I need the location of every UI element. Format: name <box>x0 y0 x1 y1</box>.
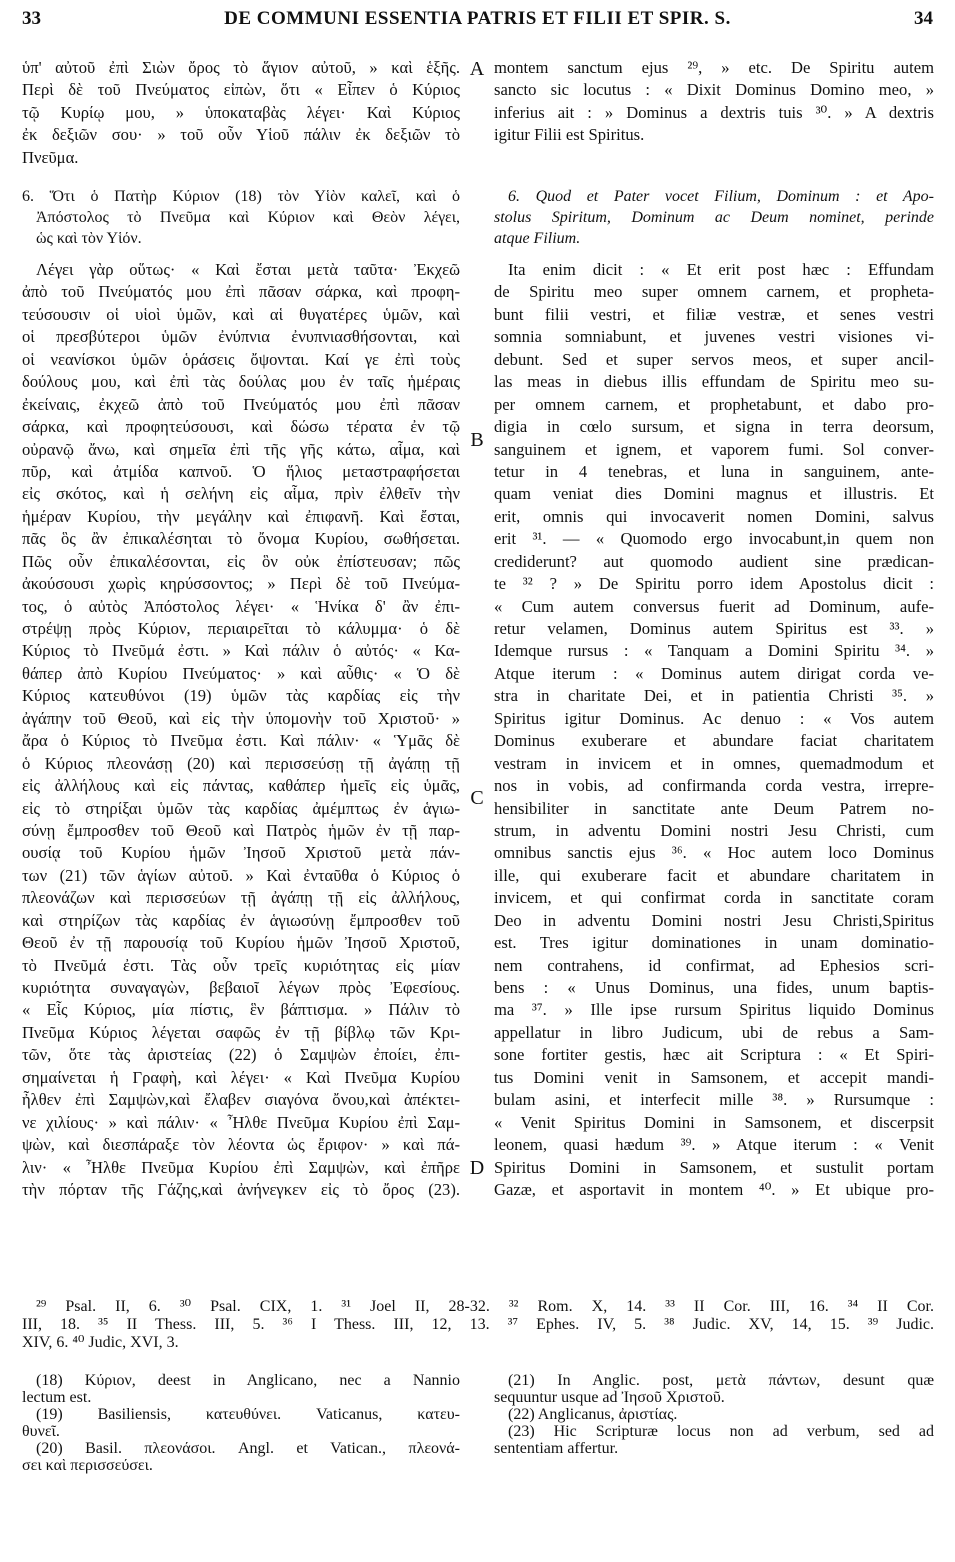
greek-body-line: ἦλθεν ἐπὶ Σαμψὼν,καὶ ἔλαβεν σιαγόνα ὄνου,καὶ ἀπέκτει- <box>22 1090 460 1110</box>
latin-body-line: Dominus exuberare et abundare faciat charitatem <box>494 731 934 751</box>
latin-body-line: « Cum autem conversus fuerit ad Dominum, aufe- <box>494 596 934 616</box>
latin-body-line: Spiritus igitur Dominus. Ac denuo : « Vos autem <box>494 708 934 728</box>
latin-body-line: bulam asini, et interfecit mille ³⁸. » Rursumque : <box>494 1090 934 1110</box>
latin-body-line: vestram in invicem et in omnes, quemadmodum et <box>494 753 934 773</box>
note-line: sequuntur usque ad Ἰησοῦ Χριστοῦ. <box>494 1389 725 1406</box>
greek-body-line: ἄρα ὁ Κύριος τὸ Πνεῦμα ἐστι. Καὶ πάλιν· « Ὑμᾶς δὲ <box>22 731 460 751</box>
greek-intro-line: ὑπ' αὐτοῦ ἐπὶ Σιὼν ὄρος τὸ ἅγιον αὐτοῦ, » καὶ ἑξῆς. <box>22 58 460 77</box>
greek-body-line: θάπερ ἀπὸ Κυρίου Πνεύματος· » καὶ αὖθις· « Ὁ δὲ <box>22 663 460 683</box>
greek-body-line: ἀκούσουσι χωρὶς κηρύσσοντος; » Περὶ δὲ τοῦ Πνεύμα- <box>22 574 460 594</box>
greek-intro-line: τῷ Κυρίῳ μου, » ὑποκαταβὰς λέγει· Καὶ Κύριος <box>22 102 460 122</box>
latin-body-line: erit, omnis qui invocaverit nomen Domini, salvus <box>494 506 934 526</box>
page-number-left: 33 <box>22 8 41 29</box>
latin-body-line: nos in vobis, ad confirmanda corda vestra, irrepre- <box>494 776 934 796</box>
latin-body-line: te ³² ? » De Spiritu porro idem Apostolus dicit : <box>494 574 934 594</box>
note-line: θυνεῖ. <box>22 1423 60 1440</box>
greek-intro-line: ἐκ δεξιῶν σου· » τοῦ οὖν Υἱοῦ πάλιν ἐκ δεξιῶν τὸ <box>22 125 460 145</box>
latin-body-line: quam veniat dies Domini magnus et illustris. Et <box>494 484 934 504</box>
note-line: lectum est. <box>22 1389 92 1406</box>
greek-intro <box>22 57 460 169</box>
greek-body-line: Λέγει γὰρ οὕτως· « Καὶ ἔσται μετὰ ταῦτα· Ἐκχεῶ <box>36 260 460 279</box>
latin-body-line: sanguinem et ignem, et vaporem fumi. Sol conver- <box>494 439 934 459</box>
latin-body-line: hensibiliter in sanctitate ante Deum Patrem no- <box>494 798 934 818</box>
latin-body-line: « Venit Spiritus Domini in Samsonem, et discerpsit <box>494 1112 934 1132</box>
page-number-right: 34 <box>914 8 933 29</box>
greek-body-line: πλεονάζων καὶ περισσεύων τῇ ἀγάπῃ τῇ εἰς ἀλλήλους, <box>22 888 460 908</box>
greek-body-line: Κύριος κατευθύνοι (19) ὑμῶν τὰς καρδίας εἰς τὴν <box>22 686 460 706</box>
latin-body-line: tetur in 4 tenebras, et luna in sanguinem, ante- <box>494 461 934 481</box>
note-line: σει καὶ περισσεύσει. <box>22 1457 153 1474</box>
running-header <box>22 8 933 38</box>
greek-body-line: « Εἷς Κύριος, μία πίστις, ἓν βάπτισμα. » Πάλιν τὸ <box>22 1000 460 1020</box>
greek-body-line: ἐκείναις, ἐκχεῶ ἀπὸ τοῦ Πνεύματός μου ἐπὶ πᾶσαν <box>22 394 460 414</box>
greek-body-line: σάρκα, καὶ προφητεύσουσι, καὶ δώσω τέρατα ἐν τῷ <box>22 417 460 437</box>
latin-body-line: nem contrahens, id confirmat, ad Ephesios scri- <box>494 955 934 975</box>
greek-body-line: καὶ στηρίζων τὰς καρδίας ἐν ἁγιωσύνῃ ἔμπροσθεν τοῦ <box>22 910 460 930</box>
greek-body-line: Πῶς οὖν ἐπικαλέσονται, εἰς ὃν οὐκ ἐπίστευσαν; πῶς <box>22 551 460 571</box>
latin-body-line: bens : « Unus Dominus, una fides, unum baptis- <box>494 978 934 997</box>
greek-body-line: πᾶς ὃς ἂν ἐπικαλέσηται τὸ ὄνομα Κυρίου, σωθήσεται. <box>22 529 460 549</box>
latin-body-line: omnibus sanctis ejus ³⁶. « Hoc autem loco Dominus <box>494 843 934 863</box>
greek-body-line: λιν· « Ἦλθε Πνεῦμα Κυρίου ἐπὶ Σαμψὼν, καὶ ἐπῆρε <box>22 1157 460 1177</box>
greek-body-line: Θεοῦ ἐν τῇ παρουσίᾳ τοῦ Κυρίου ἡμῶν Ἰησοῦ Χριστοῦ, <box>22 933 460 953</box>
latin-intro-line: sancto sic locutus : « Dixit Dominus Domino meo, » <box>494 80 934 100</box>
latin-body-line: crediderunt? aut quomodo audient sine prædican- <box>494 551 934 571</box>
margin-letter-b: B <box>470 429 484 451</box>
greek-body-line: των (21) τῶν ἁγίων αὐτοῦ. » Καὶ ἐνταῦθα ὁ Κύριος ὁ <box>22 865 460 885</box>
latin-body-line: invicem, et qui confirmat corda in sanctitate coram <box>494 888 934 908</box>
latin-section-heading <box>494 186 934 249</box>
latin-body-line: retur velamen, Dominus autem Spiritus est ³³. » <box>494 619 934 638</box>
latin-body <box>494 259 934 1201</box>
note-line: (21) In Anglic. post, μετὰ πάντων, desunt quæ <box>508 1372 934 1389</box>
greek-body-line: οἱ νεανίσκοι ὑμῶν ὁράσεις ὄψονται. Καί γε ἐπὶ τοὺς <box>22 349 460 369</box>
greek-intro-line: Περὶ δὲ τοῦ Πνεύματος εἰπὼν, ὅτι « Εἶπεν ὁ Κύριος <box>22 80 460 100</box>
critical-notes-left <box>22 1372 460 1474</box>
greek-body-line: Πνεῦμα Κύριος λέγεται σαφῶς ἐν τῇ βίβλῳ τῶν Κρι- <box>22 1022 460 1042</box>
latin-heading-line: stolus Spiritum, Dominum ac Deum nominet, perinde <box>494 209 934 226</box>
greek-body-line: πῦρ, καὶ ἀτμίδα καπνοῦ. Ὁ ἥλιος μεταστραφήσεται <box>22 461 460 481</box>
latin-body-line: strum, in adventu Domini nostri Jesu Christi, cum <box>494 820 934 840</box>
latin-intro-line: igitur Filii est Spiritus. <box>494 125 645 145</box>
latin-body-line: stra in charitate Dei, et in patientia Christi ³⁵. » <box>494 686 934 706</box>
latin-body-line: Ita enim dicit : « Et erit post hæc : Effundam <box>508 260 934 279</box>
greek-body-line: τεύσουσιν οἱ υἱοὶ ὑμῶν, καὶ αἱ θυγατέρες ὑμῶν, καὶ <box>22 304 460 324</box>
greek-body-line: ἀπὸ τοῦ Πνεύματός μου ἐπὶ πᾶσαν σάρκα, καὶ προφη- <box>22 282 460 302</box>
greek-body-line: οἱ πρεσβύτεροι ὑμῶν ἐνύπνια ἐνυπνιασθήσονται, καὶ <box>22 327 460 347</box>
greek-heading-line: ὡς καὶ τὸν Υἱόν. <box>36 230 142 247</box>
greek-body-line: κυριότητα συναγαγὼν, βεβαιοῖ λέγων πρὸς Ἐφεσίους. <box>22 978 460 997</box>
greek-intro-line: Πνεῦμα. <box>22 147 79 167</box>
latin-intro-line: inferius ait : » Dominus a dextris tuis ³⁰. » A dextris <box>494 102 934 122</box>
latin-body-line: sone fortiter gestis, hæc ait Scriptura : « Et Spiri- <box>494 1045 934 1065</box>
scripture-references <box>22 1298 934 1352</box>
greek-heading-line: 6. Ὅτι ὁ Πατὴρ Κύριον (18) τὸν Υἱὸν καλεῖ, καὶ ὁ <box>22 188 460 205</box>
greek-body-line: ψὼν, καὶ διεσπάραξε τὸν λέοντα ὡς ἔριφον· » καὶ πά- <box>22 1135 460 1155</box>
latin-body-line: Atque iterum : « Dominus autem dirigat corda ve- <box>494 663 934 683</box>
latin-body-line: appellatur in libro Judicum, ubi de rebus a Sam- <box>494 1022 934 1042</box>
latin-body-line: de Spiritu meo super omnem carnem, et propheta- <box>494 282 934 302</box>
latin-body-line: las meas in diebus illis effundam de Spiritu meo su- <box>494 372 934 392</box>
greek-body-line: δούλους μου, καὶ ἐπὶ τὰς δούλας μου ἐν ταῖς ἡμέραις <box>22 372 460 392</box>
latin-body-line: ille, qui exuberare facit et abundare charitatem in <box>494 865 934 885</box>
latin-body-line: Deo in adventu Domini nostri Jesu Christi,Spiritus <box>494 910 934 930</box>
note-line: (19) Basiliensis, κατευθύνει. Vaticanus, κατευ- <box>36 1406 460 1423</box>
note-line: (22) Anglicanus, ἀριστίας. <box>508 1406 678 1423</box>
note-line: (20) Basil. πλεονάσοι. Angl. et Vatican., πλεονά- <box>36 1440 460 1457</box>
greek-body-line: τὴν πόρταν τῆς Γάζης,καὶ ἀνήνεγκεν εἰς τὸ ὄρος (23). <box>22 1179 460 1199</box>
greek-body-line: σύνῃ ἔμπροσθεν τοῦ Θεοῦ καὶ Πατρὸς ἡμῶν ἐν τῇ παρ- <box>22 820 460 840</box>
greek-body-line: εἰς σκότος, καὶ ἡ σελήνη εἰς αἷμα, πρὶν ἐλθεῖν τὴν <box>22 484 460 504</box>
greek-body-line: τῶν, ὅτε τὰς ἀριστείας (22) ὁ Σαμψὼν ἐποίει, ἐπι- <box>22 1045 460 1065</box>
scripture-ref-line: ²⁹ Psal. II, 6. ³⁰ Psal. CIX, 1. ³¹ Joel II, 28-32. ³² Rom. X, 14. ³³ II Cor. III, 16. ³⁴ II Cor. <box>36 1298 934 1315</box>
greek-body-line: ὁ Κύριος πλεονάσῃ (20) καὶ περισσεύσῃ τῇ ἀγάπῃ τῇ <box>22 753 460 773</box>
note-line: (23) Hic Scripturæ locus non ad verbum, sed ad <box>508 1423 934 1440</box>
latin-heading-line: 6. Quod et Pater vocet Filium, Dominum : et Apo- <box>508 188 934 205</box>
scripture-ref-line: XIV, 6. ⁴⁰ Judic, XVI, 3. <box>22 1334 179 1351</box>
critical-notes-right <box>494 1372 934 1457</box>
latin-body-line: somnia somniabunt, et juvenes vestri visiones vi- <box>494 327 934 347</box>
latin-body-line: ma ³⁷. » Ille ipse rursum Spiritus liquido Dominus <box>494 1000 934 1020</box>
greek-body-line: οὐρανῷ ἄνω, καὶ σημεῖα ἐπὶ τῆς γῆς κάτω, αἷμα, καὶ <box>22 439 460 459</box>
greek-body-line: τος, ὁ αὐτὸς Ἀπόστολος λέγει· « Ἡνίκα δ' ἂν ἐπι- <box>22 596 460 616</box>
note-line: sententiam affertur. <box>494 1440 619 1457</box>
latin-intro-line: montem sanctum ejus ²⁹, » etc. De Spiritu autem <box>494 58 934 77</box>
greek-section-heading <box>22 186 460 249</box>
greek-body-line: εἰς τὸ στηρίξαι ὑμῶν τὰς καρδίας ἀμέμπτως ἐν ἁγιω- <box>22 798 460 818</box>
latin-body-line: bunt filii vestri, et filiæ vestræ, et senes vestri <box>494 304 934 324</box>
latin-body-line: leonem, quasi hædum ³⁹. » Atque iterum : « Venit <box>494 1135 934 1155</box>
latin-body-line: Spiritus Domini in Samsonem, et sustulit portam <box>494 1157 934 1177</box>
running-title: DE COMMUNI ESSENTIA PATRIS ET FILII ET SPIR. S. <box>224 8 731 29</box>
greek-body-line: εἰς ἀλλήλους καὶ εἰς πάντας, καθάπερ ἡμεῖς εἰς ὑμᾶς, <box>22 776 460 796</box>
latin-heading-line: atque Filium. <box>494 230 581 247</box>
greek-body-line: ἡμέραν Κυρίου, τὴν μεγάλην καὶ ἐπιφανῆ. Καὶ ἔσται, <box>22 506 460 526</box>
greek-body-line: τὸ Πνεῦμά ἐστι. Τὰς οὖν τρεῖς κυριότητας εἰς μίαν <box>22 955 460 975</box>
greek-body <box>22 259 460 1201</box>
latin-body-line: est. Tres igitur dominationes in unam dominatio- <box>494 933 934 953</box>
greek-body-line: σημαίνεται ἡ Γραφὴ, καὶ λέγει· « Καὶ Πνεῦμα Κυρίου <box>22 1067 460 1087</box>
latin-body-line: per omnem carnem, et prophetabunt, et dabo pro- <box>494 394 934 414</box>
latin-body-line: Idemque rursus : « Tanquam a Domini Spiritu ³⁴. » <box>494 641 934 661</box>
margin-letter-d: D <box>469 1157 485 1179</box>
note-line: (18) Κύριον, deest in Anglicano, nec a Nannio <box>36 1372 460 1389</box>
latin-body-line: digia in cœlo sursum, et signa in terra deorsum, <box>494 417 934 437</box>
latin-body-line: tus Domini venit in Samsonem, et accepit mandi- <box>494 1067 934 1087</box>
margin-letter-c: C <box>470 787 484 809</box>
greek-body-line: νε χιλίους· » καὶ πάλιν· « Ἦλθε Πνεῦμα Κυρίου ἐπὶ Σαμ- <box>22 1112 460 1132</box>
greek-body-line: Κύριος τὸ Πνεῦμά ἐστι. » Καὶ πάλιν ὁ αὐτός· « Κα- <box>22 641 460 661</box>
margin-letter-a: A <box>469 58 485 80</box>
latin-body-line: erit ³¹. — « Quomodo ergo invocabunt,in quem non <box>494 529 934 549</box>
greek-body-line: στρέψῃ πρὸς Κύριον, περιαιρεῖται τὸ κάλυμμα· ὁ δὲ <box>22 619 460 638</box>
greek-body-line: ἀγάπην τοῦ Θεοῦ, καὶ εἰς τὴν ὑπομονὴν τοῦ Χριστοῦ· » <box>22 708 460 728</box>
greek-body-line: ουσίᾳ τοῦ Κυρίου ἡμῶν Ἰησοῦ Χριστοῦ μετὰ πάν- <box>22 843 460 863</box>
latin-body-line: debunt. Sed et super servos meos, et super ancil- <box>494 349 934 369</box>
latin-body-line: Gazæ, et asportavit in montem ⁴⁰. » Et ubique pro- <box>494 1179 934 1199</box>
scripture-ref-line: III, 18. ³⁵ II Thess. III, 5. ³⁶ I Thess. III, 12, 13. ³⁷ Ephes. IV, 5. ³⁸ Judic. XV, 14, 15. ³⁹ Judic. <box>22 1316 934 1333</box>
greek-heading-line: Ἀπόστολος τὸ Πνεῦμα καὶ Κύριον καὶ Θεὸν λέγει, <box>36 209 460 226</box>
latin-intro <box>494 57 934 147</box>
